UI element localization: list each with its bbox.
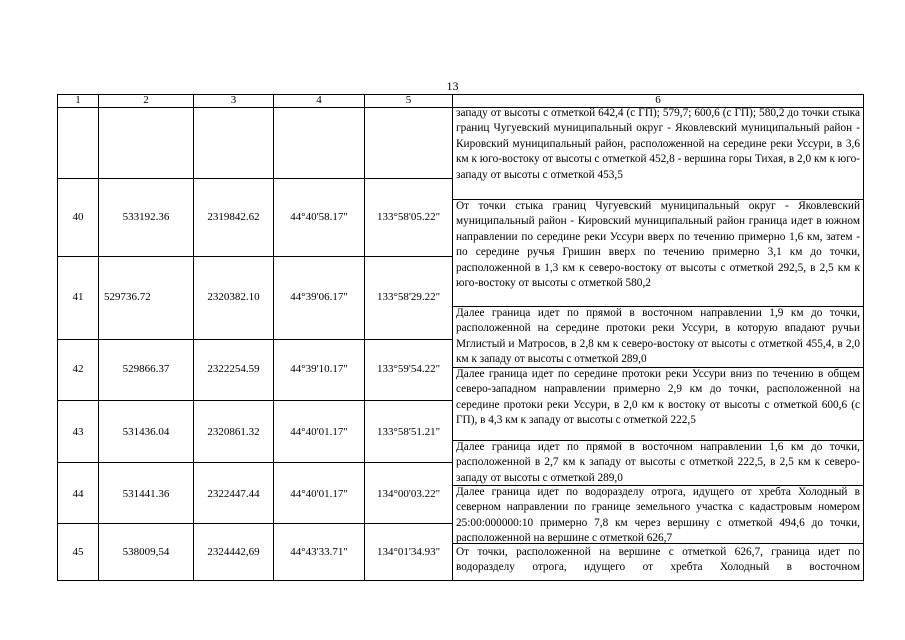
point-number: 45 [72,546,84,558]
coord-y: 2324442,69 [207,546,260,558]
latitude: 44°40'58.17" [290,211,348,223]
longitude: 133°58'51.21" [376,426,441,438]
longitude: 133°58'29.22" [376,291,441,303]
latitude: 44°40'01.17" [290,488,348,500]
point-number: 40 [72,211,84,223]
coord-y: 2322254.59 [207,363,260,375]
point-number: 41 [72,291,84,303]
boundary-description [456,306,860,367]
coord-x: 538009,54 [122,546,170,558]
coord-y: 2320382.10 [207,291,260,303]
point-number: 42 [72,363,84,375]
longitude: 134°01'34.93" [376,546,441,558]
page-number: 13 [446,79,459,93]
column-header-5: 5 [405,94,412,106]
coord-y: 2322447.44 [207,488,260,500]
coord-x: 529866.37 [122,363,170,375]
latitude: 44°39'06.17" [290,291,348,303]
coord-y: 2320861.32 [207,426,260,438]
boundary-description [456,367,860,440]
latitude: 44°43'33.71" [290,546,348,558]
boundary-description [456,545,860,580]
column-header-6: 6 [655,94,661,106]
boundary-description [456,440,860,485]
coord-x: 531441.36 [122,488,170,500]
column-header-1: 1 [75,94,81,106]
description-text: От точки стыка границ Чугуевский муниципальный округ - Яковлевский муниципальный район - Кировский муниципальный район граница идет в южном направлении по середине реки Уссури вверх по течению примерно 1,6 км, затем - по середине ручья Гришин вверх по течению примерно 3,1 км до точки, расположенной в 1,3 км к северо-востоку от высоты с отметкой 292,5, в 2,5 км к юго-востоку от высоты с отметкой 580,2 [456,200,860,290]
column-header-2: 2 [143,94,149,106]
description-text: западу от высоты с отметкой 642,4 (с ГП); 579,7; 600,6 (с ГП); 580,2 до точки стыка границ Чугуевский муниципальный округ - Яковлевский муниципальный район - Кировский муниципальный район, расположенной на середине реки Уссури, в 3,6 км к юго-востоку от высоты с отметкой 452,8 - вершина горы Тихая, в 2,0 км к юго-западу от высоты с отметкой 453,5 [456,107,860,181]
boundary-description [456,106,860,199]
coord-y: 2319842.62 [207,211,260,223]
point-number: 43 [72,426,84,438]
latitude: 44°39'10.17" [290,363,348,375]
boundary-description [456,485,860,543]
longitude: 134°00'03.22" [376,488,441,500]
boundary-description [456,199,860,306]
longitude: 133°58'05.22" [376,211,441,223]
point-number: 44 [72,488,84,500]
description-text: Далее граница идет по прямой в восточном направлении 1,6 км до точки, расположенной в 2,7 км к западу от высоты с отметкой 222,5, в 2,5 км к северо-западу от высоты с отметкой 289,0 [456,441,860,484]
description-text: Далее граница идет по середине протоки реки Уссури вниз по течению в общем северо-западном направлении примерно 2,9 км до точки, расположенной на середине протоки реки Уссури, в 2,0 км к востоку от высоты с отметкой 600,6 (с ГП), в 4,3 км к западу от высоты с отметкой 222,5 [456,368,860,427]
description-text: Далее граница идет по водоразделу отрога, идущего от хребта Холодный в северном направлении по границе земельного участка с кадастровым номером 25:00:000000:10 примерно 7,8 км через вершину с отметкой 494,6 до точки, расположенной на вершине с отметкой 626,7 [456,486,860,543]
latitude: 44°40'01.17" [290,426,348,438]
column-header-4: 4 [316,94,322,106]
coord-x: 533192.36 [122,211,170,223]
coord-x: 529736.72 [104,291,151,303]
description-text: Далее граница идет по прямой в восточном направлении 1,9 км до точки, расположенной на середине протоки реки Уссури, в которую впадают ручьи Мглистый и Матросов, в 2,8 км к северо-востоку от высоты с отметкой 455,4, в 2,0 км к западу от высоты с отметкой 289,0 [456,307,860,366]
coord-x: 531436.04 [122,426,170,438]
longitude: 133°59'54.22" [376,363,441,375]
column-header-3: 3 [230,94,237,106]
description-text: От точки, расположенной на вершине с отметкой 626,7, граница идет по водоразделу отрога, идущего от хребта Холодный в восточном [456,546,860,574]
